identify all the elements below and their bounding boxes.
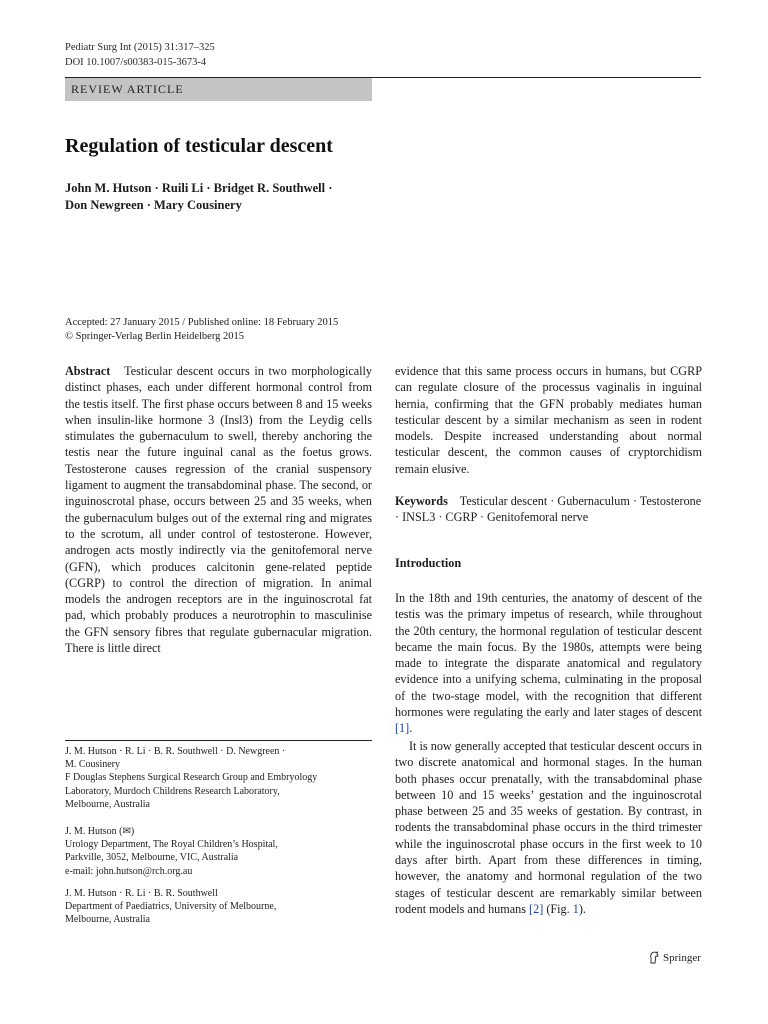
affiliation-line: Laboratory, Murdoch Childrens Research Laboratory, [65,785,280,797]
figure-link[interactable]: 1 [572,901,579,916]
publisher-name: Springer [663,951,701,964]
affiliation-line: Parkville, 3052, Melbourne, VIC, Australia [65,852,239,864]
affiliation [65,825,372,878]
affiliation-line: Department of Paediatrics, University of Melbourne, [65,901,277,913]
abstract [65,363,372,656]
paragraph-text: In the 18th and 19th centuries, the anatomy of descent of the testis was the primary impetus of research, while throughout the 20th century, the hormonal regulation of testicular descent became the main focus. By the 1980s, attempts were being made to integrate the disparate anatomical and regulatory evidence into a unifying schema, culminating in the proposal of the two-stage model, with the recognition that different hormones were regulating the early and later stages of descent [395,591,702,720]
springer-horse-icon [648,951,660,964]
keywords-list: Testicular descent · Gubernaculum · Testosterone · INSL3 · CGRP · Genitofemoral nerve [395,494,702,525]
accepted-published-dates: Accepted: 27 January 2015 / Published online: 18 February 2015 [65,317,339,328]
springer-logo [648,951,701,964]
introduction-paragraph [395,738,702,917]
paragraph-text-end: ). [578,901,586,916]
affiliation-line: Melbourne, Australia [65,914,150,926]
article-type-bar [65,78,372,101]
keywords-label: Keywords [395,494,448,508]
affiliation [65,745,372,811]
doi-link[interactable]: DOI 10.1007/s00383-015-3673-4 [65,57,207,68]
introduction-heading: Introduction [395,556,462,570]
affiliation-line: F Douglas Stephens Surgical Research Group and Embryology [65,772,318,784]
affiliation-authors: J. M. Hutson · R. Li · B. R. Southwell · D. Newgreen · [65,746,286,757]
affiliation-authors: J. M. Hutson (✉) [65,826,135,837]
keywords [395,493,702,526]
abstract-text: Testicular descent occurs in two morphologically distinct phases, each under different hormonal control from the testis itself. The first phase occurs between 8 and 15 weeks when insulin-like hormone 3 (Insl3) from the Leydig cells stimulates the gubernaculum to swell, thereby anchoring the testis near the future inguinal canal as the foetus grows. Testosterone causes regression of the cranial suspensory ligament to augment the transabdominal phase. The second, or inguinoscrotal phase, occurs between 25 and 35 weeks, when the gubernaculum bulges out of the external ring and migrates to the scrotum, all under control of testosterone. However, androgen acts mostly indirectly via the genitofemoral nerve (GFN), which produces calcitonin gene-related peptide (CGRP) to control the direction of migration. In animal models the androgen receptors are in the inguinoscrotal fat pad, which probably produces a neurotrophin to masculinise the GFN sensory fibres that regulate gubernacular migration. There is little direct [65,364,373,656]
introduction-paragraph [395,590,702,737]
affiliation-authors: M. Cousinery [65,759,120,771]
email-link[interactable]: e-mail: john.hutson@rch.org.au [65,865,193,877]
article-title: Regulation of testicular descent [65,135,333,157]
paragraph-text: It is now generally accepted that testicular descent occurs in two discrete anatomical and hormonal stages. In the human both phases occur prenatally, with the transabdominal phase between 10 and 15 weeks’ gestation and the inguinoscrotal phase between 25 and 35 weeks of gestation. By contrast, in rodents the transabdominal phase occurs in the third trimester while the inguinoscrotal phase occurs in the first week to 10 days after birth. Apart from these differences in timing, however, the anatomy and hormonal regulation of the two stages of testicular descent are remarkably similar between rodent models and humans [395,739,702,916]
author-list [65,180,395,214]
citation-link[interactable]: [2] [529,901,544,916]
affiliation-line: Melbourne, Australia [65,798,150,810]
article-type-label: REVIEW ARTICLE [71,82,184,96]
affiliation-authors: J. M. Hutson · R. Li · B. R. Southwell [65,888,218,899]
journal-reference: Pediatr Surg Int (2015) 31:317–325 [65,42,215,53]
publication-dates [65,316,395,344]
citation-link[interactable]: [1] [395,721,410,736]
footnote-rule [65,740,372,741]
copyright-line: © Springer-Verlag Berlin Heidelberg 2015 [65,331,245,342]
author-line: John M. Hutson · Ruili Li · Bridget R. Southwell · [65,181,333,195]
paragraph-text-mid: (Fig. [543,901,573,916]
paragraph-text-end: . [409,721,413,736]
affiliation [65,887,372,927]
affiliation-line: Urology Department, The Royal Children’s Hospital, [65,839,278,851]
author-line: Don Newgreen · Mary Cousinery [65,198,242,212]
abstract-continued: evidence that this same process occurs in humans, but CGRP can regulate closure of the processus vaginalis in inguinal hernia, confirming that the GFN probably mediates human testicular descent by a similar mechanism as seen in rodent models. Despite increased understanding about normal testicular descent, the common causes of cryptorchidism remain elusive. [395,364,702,476]
abstract-label: Abstract [65,364,111,378]
